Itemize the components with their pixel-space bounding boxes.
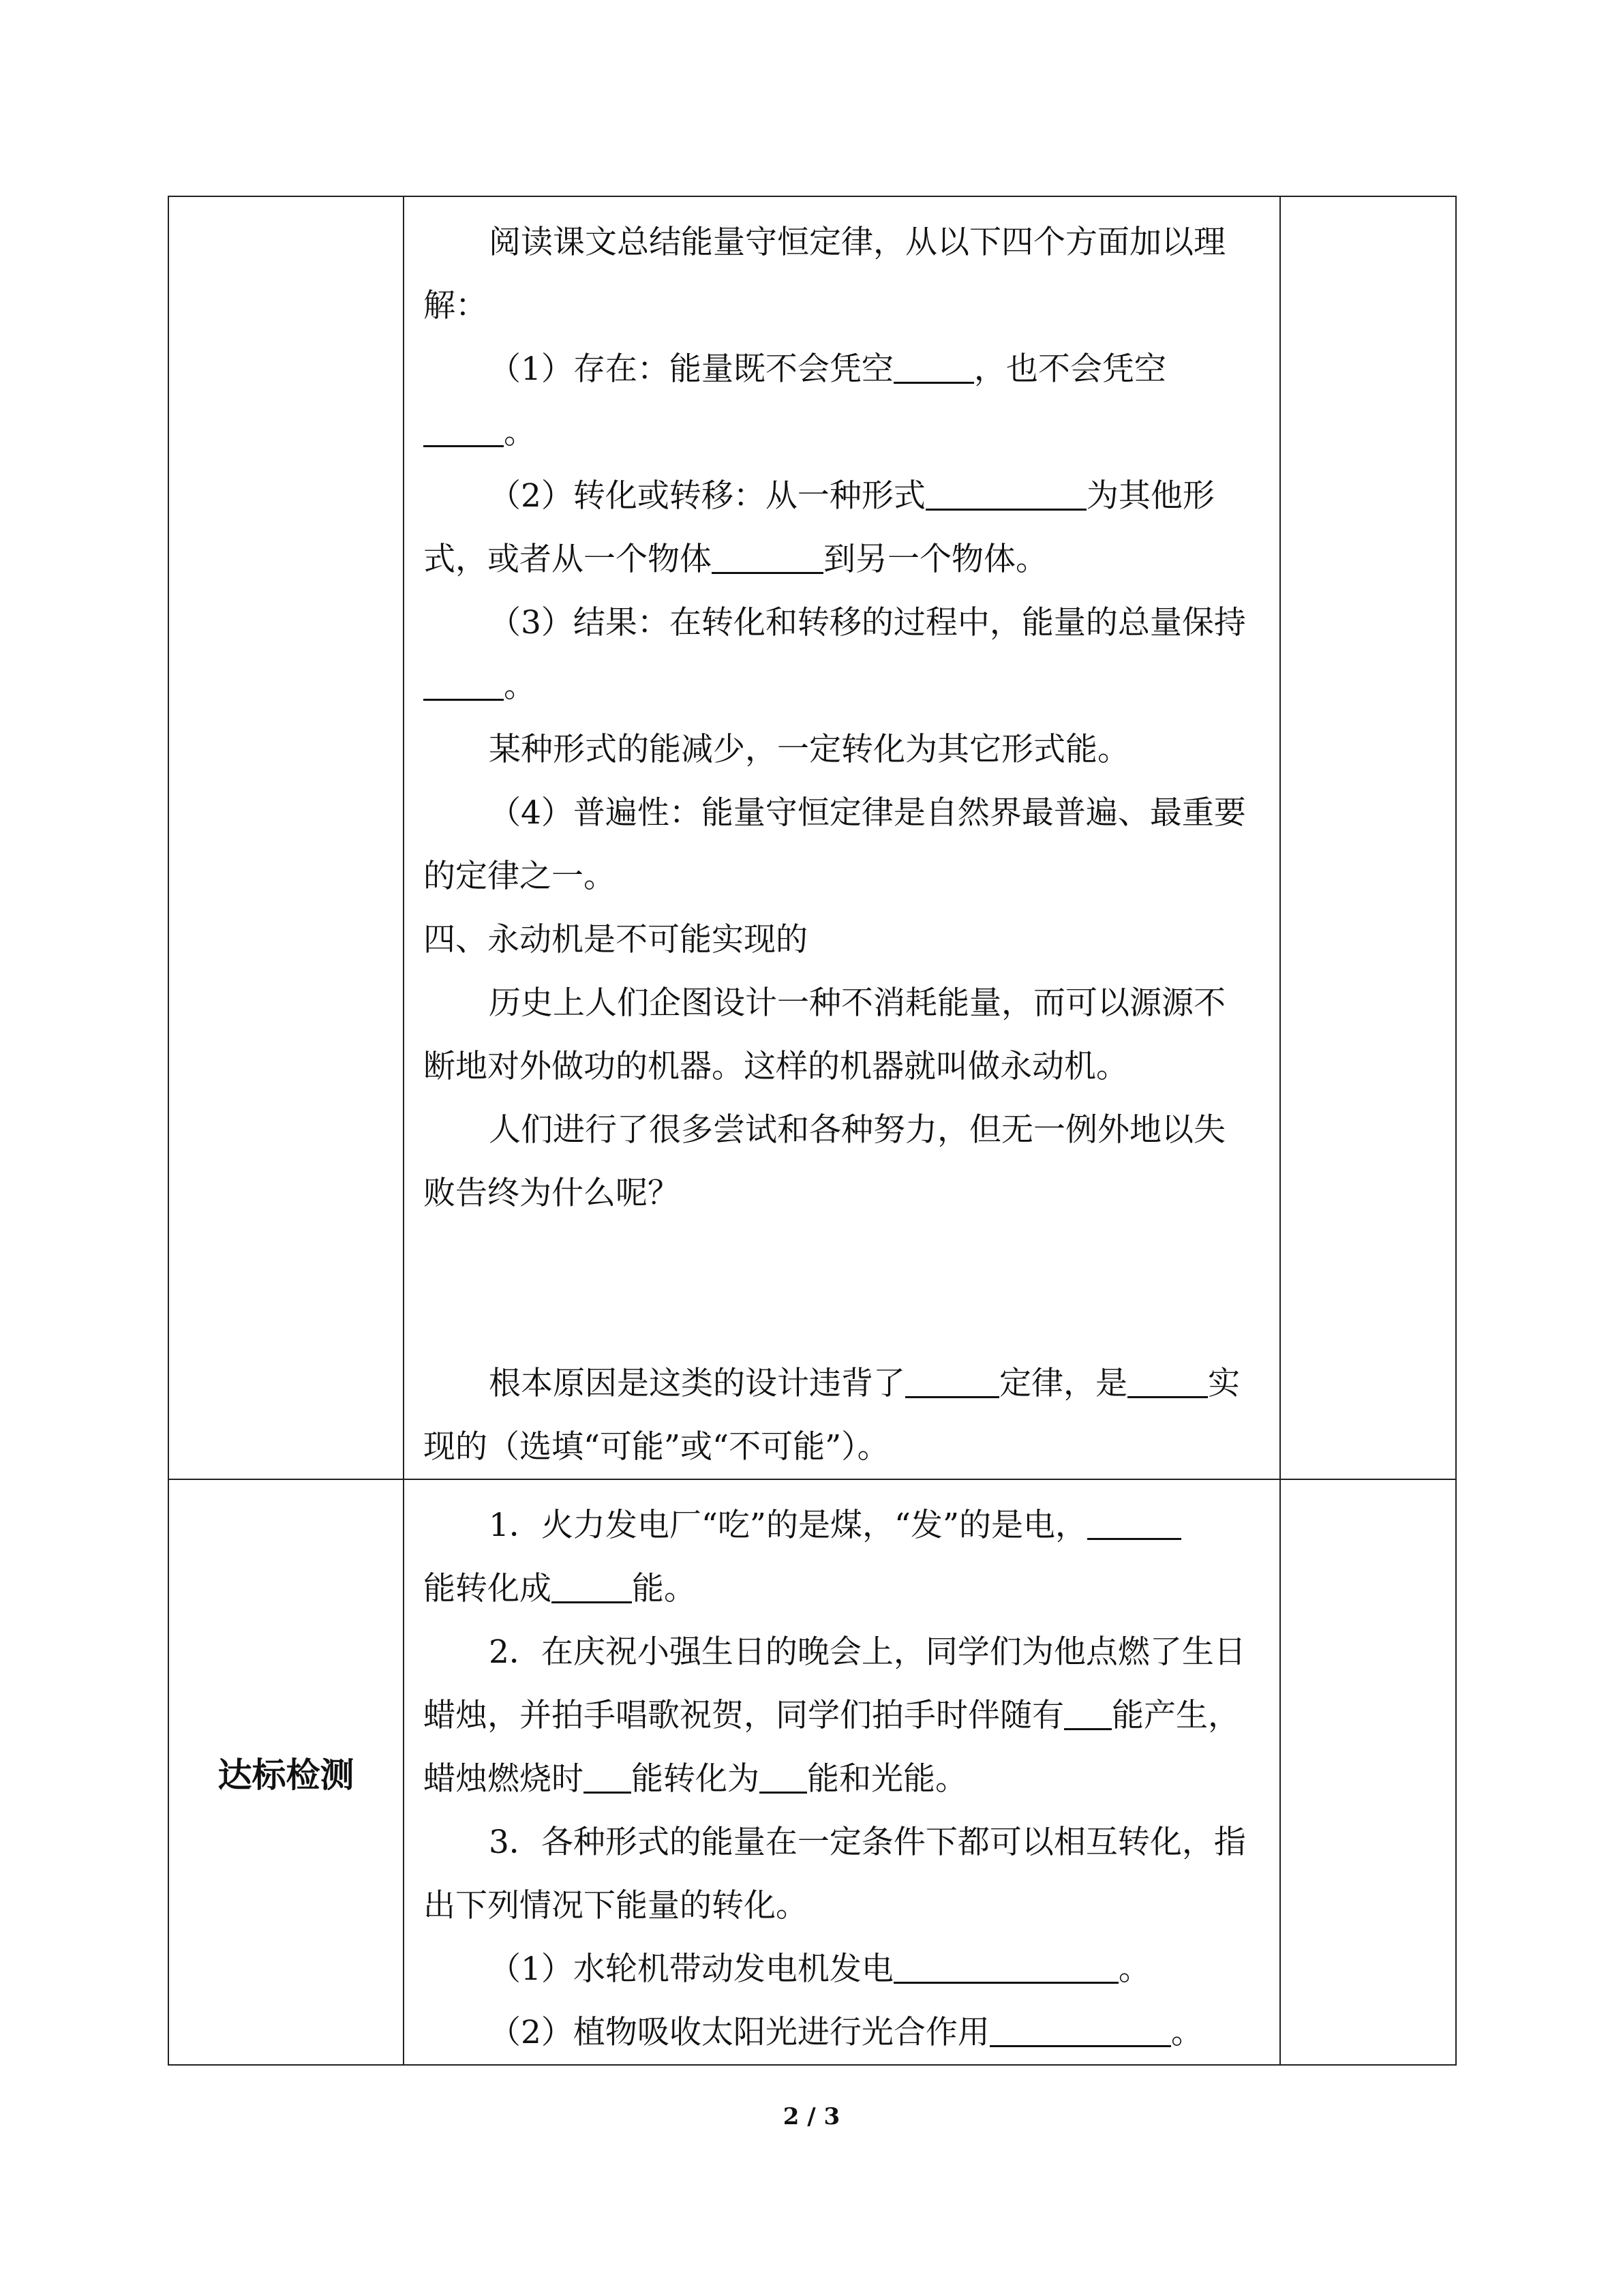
text-line: 败告终为什么呢？ xyxy=(423,1175,680,1212)
label-cell xyxy=(168,1479,404,2065)
text-line: 蜡烛燃烧时 能转化为 能和光能。 xyxy=(423,1747,1254,1811)
empty-notes-cell xyxy=(1280,1479,1456,2065)
text-line: 3．各种形式的能量在一定条件下都可以相互转化，指 xyxy=(489,1824,1246,1861)
section-label: 达标检测 xyxy=(217,1755,354,1795)
text-line: （3）结果：在转化和转移的过程中，能量的总量保持 xyxy=(489,604,1246,641)
fill-blank[interactable] xyxy=(894,1948,1119,1984)
text-line: 解： xyxy=(423,287,487,324)
text-line: （2）植物吸收太阳光进行光合作用 。 xyxy=(423,2001,1254,2064)
text-line: （1）存在：能量既不会凭空 ，也不会凭空 xyxy=(423,337,1254,401)
text-line: 现的（选填“可能”或“不可能”）。 xyxy=(423,1428,890,1466)
answer-space[interactable] xyxy=(423,1225,1254,1352)
text-line: 2．在庆祝小强生日的晚会上，同学们为他点燃了生日 xyxy=(489,1633,1246,1671)
table-row xyxy=(168,1479,1456,2065)
fill-blank[interactable] xyxy=(712,538,823,574)
fill-blank[interactable] xyxy=(926,474,1087,511)
text-line: 1．火力发电厂“吃”的是煤，“发”的是电， xyxy=(423,1494,1254,1557)
text-line: 。 xyxy=(423,401,1254,464)
text-line: （1）水轮机带动发电机发电 。 xyxy=(423,1937,1254,2001)
empty-notes-cell xyxy=(1280,196,1456,1479)
text-line: 人们进行了很多尝试和各种努力，但无一例外地以失 xyxy=(489,1111,1226,1149)
content-cell xyxy=(404,1479,1280,2065)
text-line: （2）转化或转移：从一种形式 为其他形 xyxy=(423,464,1254,528)
text-line: 根本原因是这类的设计违背了 定律，是 实 xyxy=(423,1352,1254,1415)
empty-label-cell xyxy=(168,196,404,1479)
fill-blank[interactable] xyxy=(894,348,974,384)
fill-blank[interactable] xyxy=(423,411,504,447)
fill-blank[interactable] xyxy=(551,1567,632,1603)
fill-blank[interactable] xyxy=(423,665,504,701)
table-row xyxy=(168,196,1456,1479)
page-number: 2 / 3 xyxy=(783,2103,840,2130)
fill-blank[interactable] xyxy=(1064,1694,1112,1730)
text-line: 阅读课文总结能量守恒定律，从以下四个方面加以理 xyxy=(489,224,1226,261)
text-line: 式，或者从一个物体 到另一个物体。 xyxy=(423,528,1254,591)
fill-blank[interactable] xyxy=(990,2011,1171,2047)
text-line: 能转化成 能。 xyxy=(423,1557,1254,1620)
text-line: 历史上人们企图设计一种不消耗能量，而可以源源不 xyxy=(489,984,1226,1022)
content-cell xyxy=(404,196,1280,1479)
text-line: 。 xyxy=(423,654,1254,718)
fill-blank[interactable] xyxy=(583,1757,631,1794)
text-line: 某种形式的能减少，一定转化为其它形式能。 xyxy=(489,731,1129,768)
fill-blank[interactable] xyxy=(905,1362,999,1398)
fill-blank[interactable] xyxy=(1127,1362,1208,1398)
text-line: 断地对外做功的机器。这样的机器就叫做永动机。 xyxy=(423,1048,1128,1085)
text-line: 的定律之一。 xyxy=(423,858,616,895)
text-line: 蜡烛，并拍手唱歌祝贺，同学们拍手时伴随有 能产生， xyxy=(423,1684,1254,1747)
fill-blank[interactable] xyxy=(1087,1504,1181,1540)
lesson-table xyxy=(168,196,1457,2066)
fill-blank[interactable] xyxy=(759,1757,807,1794)
text-line: 出下列情况下能量的转化。 xyxy=(423,1887,808,1924)
text-line: （4）普遍性：能量守恒定律是自然界最普遍、最重要 xyxy=(489,794,1246,832)
section-heading: 四、永动机是不可能实现的 xyxy=(423,921,808,958)
